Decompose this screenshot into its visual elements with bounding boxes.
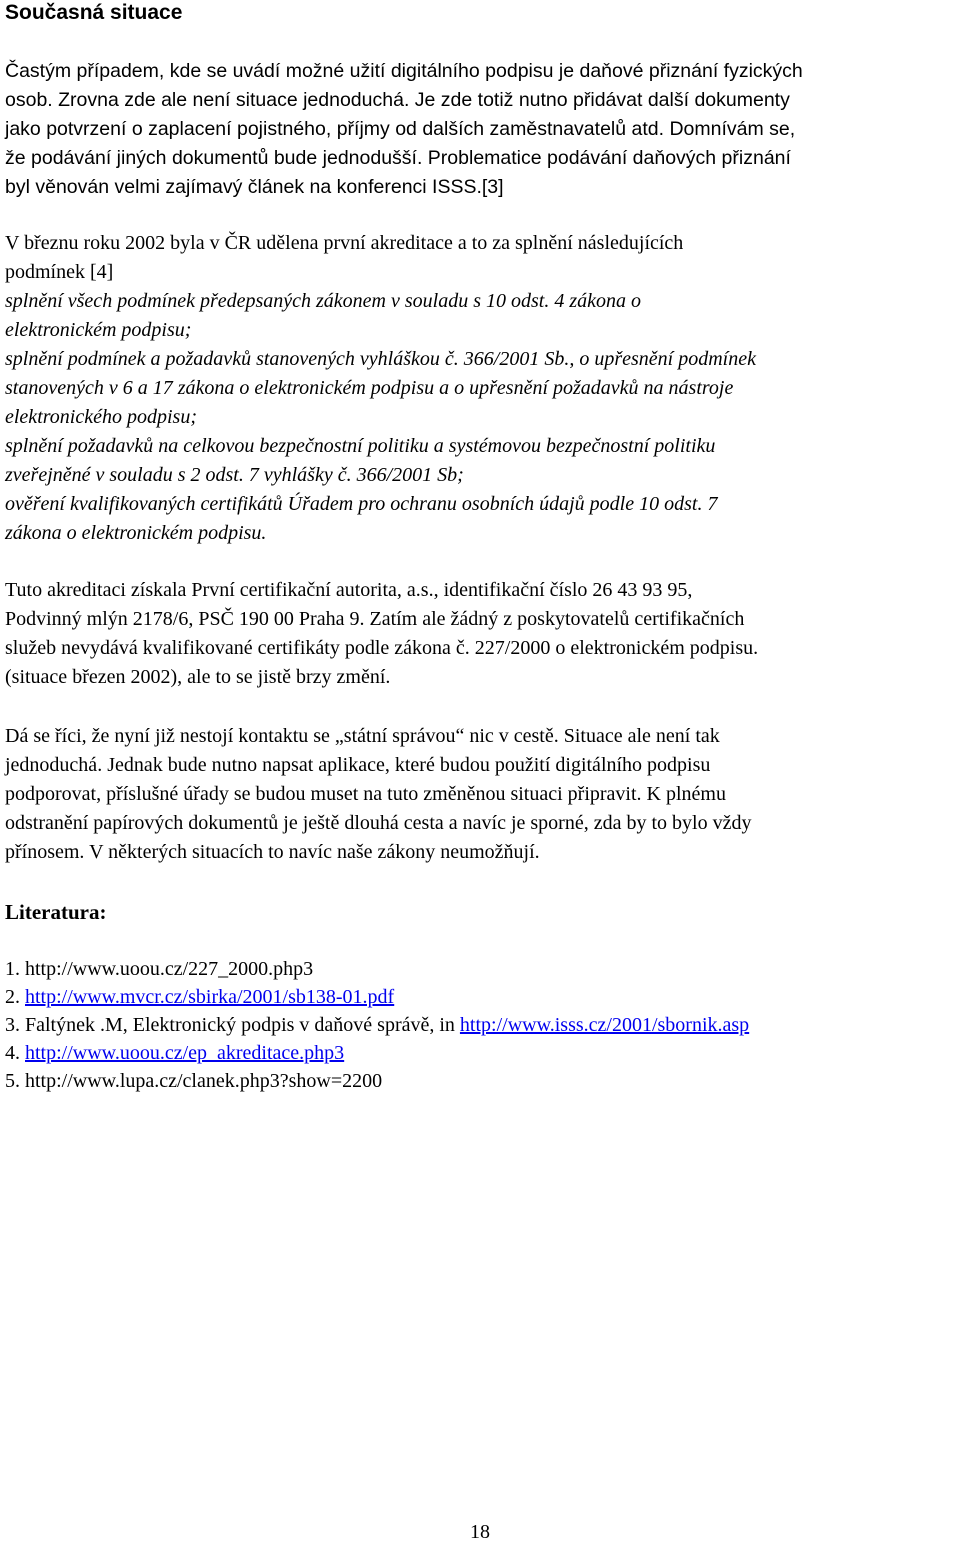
paragraph-line: jednoduchá. Jednak bude nutno napsat aplikace, které budou použití digitálního podpisu	[5, 754, 711, 776]
reference-item	[5, 1067, 749, 1095]
paragraph-line: Podvinný mlýn 2178/6, PSČ 190 00 Praha 9. Zatím ale žádný z poskytovatelů certifikačních	[5, 608, 745, 630]
intro-paragraph	[5, 57, 955, 202]
reference-text: 3. Faltýnek .M, Elektronický podpis v daňové správě, in	[5, 1014, 460, 1036]
paragraph-line: Dá se říci, že nyní již nestojí kontaktu se „státní správou“ nic v cestě. Situace ale není tak	[5, 725, 720, 747]
paragraph-line: osob. Zrovna zde ale není situace jednoduchá. Je zde totiž nutno přidávat další dokumenty	[5, 89, 790, 111]
condition-line: elektronického podpisu;	[5, 406, 197, 428]
condition-line: zákona o elektronickém podpisu.	[5, 522, 267, 544]
paragraph-line: přínosem. V některých situacích to navíc naše zákony neumožňují.	[5, 841, 540, 863]
literature-heading: Literatura:	[5, 900, 107, 924]
reference-text: 1. http://www.uoou.cz/227_2000.php3	[5, 958, 314, 980]
reference-item	[5, 1011, 749, 1039]
condition-line: stanovených v 6 a 17 zákona o elektronickém podpisu a o upřesnění požadavků na nástroje	[5, 377, 734, 399]
paragraph-line: jako potvrzení o zaplacení pojistného, příjmy od dalších zaměstnavatelů atd. Domnívám se,	[5, 118, 796, 140]
reference-link[interactable]: http://www.mvcr.cz/sbirka/2001/sb138-01.pdf	[25, 986, 395, 1008]
paragraph-line: podmínek [4]	[5, 261, 114, 283]
condition-line: splnění požadavků na celkovou bezpečnostní politiku a systémovou bezpečnostní politiku	[5, 435, 716, 457]
condition-line: elektronickém podpisu;	[5, 319, 192, 341]
paragraph-line: podporovat, příslušné úřady se budou muset na tuto změněnou situaci připravit. K plnému	[5, 783, 726, 805]
condition-line: splnění všech podmínek předepsaných zákonem v souladu s 10 odst. 4 zákona o	[5, 290, 641, 312]
paragraph-line: odstranění papírových dokumentů je ještě dlouhá cesta a navíc je sporné, zda by to bylo vždy	[5, 812, 752, 834]
reference-item	[5, 955, 749, 983]
reference-text: 5. http://www.lupa.cz/clanek.php3?show=2200	[5, 1070, 383, 1092]
outlook-paragraph	[5, 722, 955, 867]
reference-text: 4.	[5, 1042, 25, 1064]
reference-item	[5, 983, 749, 1011]
certification-paragraph	[5, 576, 955, 692]
condition-line: splnění podmínek a požadavků stanovených vyhláškou č. 366/2001 Sb., o upřesnění podmínek	[5, 348, 756, 370]
paragraph-line: Tuto akreditaci získala První certifikační autorita, a.s., identifikační číslo 26 43 93 95,	[5, 579, 693, 601]
condition-line: ověření kvalifikovaných certifikátů Úřadem pro ochranu osobních údajů podle 10 odst. 7	[5, 493, 718, 515]
paragraph-line: služeb nevydává kvalifikované certifikáty podle zákona č. 227/2000 o elektronickém podpisu.	[5, 637, 759, 659]
reference-text: 2.	[5, 986, 25, 1008]
accreditation-paragraph	[5, 229, 955, 287]
conditions-list	[5, 287, 955, 548]
paragraph-line: že podávání jiných dokumentů bude jednodušší. Problematice podávání daňových přiznání	[5, 147, 791, 169]
condition-line: zveřejněné v souladu s 2 odst. 7 vyhlášky č. 366/2001 Sb;	[5, 464, 464, 486]
paragraph-line: byl věnován velmi zajímavý článek na konferenci ISSS.[3]	[5, 176, 504, 198]
paragraph-line: V březnu roku 2002 byla v ČR udělena první akreditace a to za splnění následujících	[5, 232, 684, 254]
section-title: Současná situace	[5, 1, 183, 24]
reference-item	[5, 1039, 749, 1067]
reference-link[interactable]: http://www.isss.cz/2001/sbornik.asp	[459, 1014, 750, 1036]
reference-list	[5, 955, 749, 1095]
paragraph-line: Častým případem, kde se uvádí možné užití digitálního podpisu je daňové přiznání fyzických	[5, 60, 803, 82]
page-number: 18	[470, 1521, 490, 1543]
paragraph-line: (situace březen 2002), ale to se jistě brzy změní.	[5, 666, 391, 688]
reference-link[interactable]: http://www.uoou.cz/ep_akreditace.php3	[25, 1042, 345, 1064]
